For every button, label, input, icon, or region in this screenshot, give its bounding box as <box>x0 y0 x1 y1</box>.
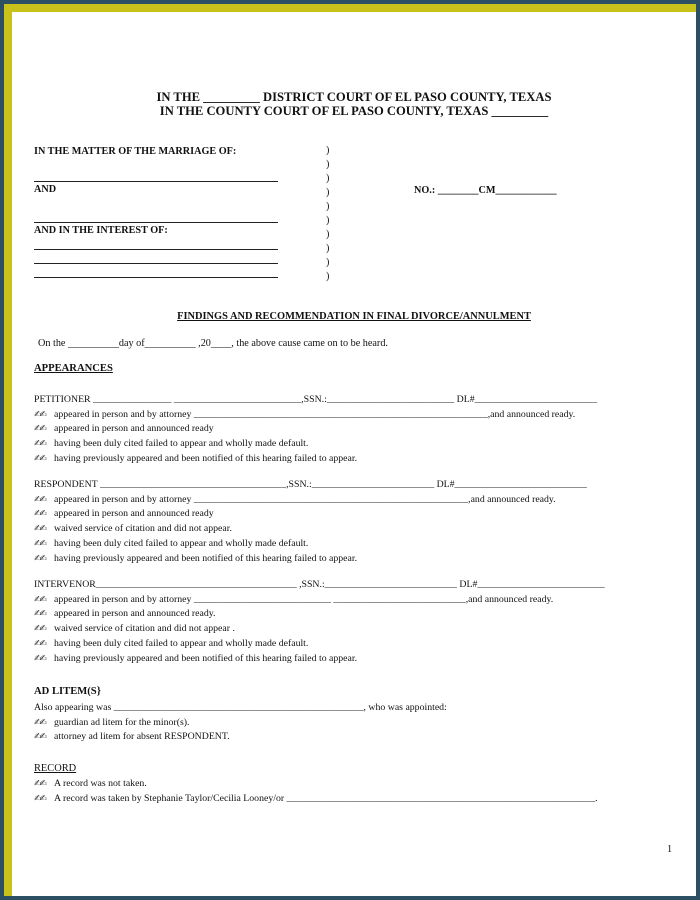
option-label: waived service of citation and did not appear. <box>54 523 232 534</box>
option-row[interactable] <box>34 653 357 665</box>
option-row[interactable] <box>34 608 216 620</box>
document-title: FINDINGS AND RECOMMENDATION IN FINAL DIVORCE/ANNULMENT <box>177 311 531 322</box>
option-row[interactable] <box>34 538 308 550</box>
child-3-line[interactable] <box>34 277 278 278</box>
page-border <box>4 4 696 896</box>
option-row[interactable] <box>34 453 357 465</box>
caption-paren: ) <box>326 271 330 282</box>
matter-label: IN THE MATTER OF THE MARRIAGE OF: <box>34 146 237 157</box>
record-heading: RECORD <box>34 763 77 774</box>
petitioner-line: PETITIONER ________________ __________________________,SSN.:__________________________ DL#_________________________ <box>34 394 598 405</box>
option-label: appeared in person and by attorney ____________________________ ___________________________,and announced ready. <box>54 594 554 605</box>
option-label: having been duly cited failed to appear and wholly made default. <box>54 438 309 449</box>
option-row[interactable] <box>34 594 553 606</box>
respondent-line: RESPONDENT ______________________________________,SSN.:_________________________ DL#___________________________ <box>34 479 587 490</box>
option-label: having been duly cited failed to appear and wholly made default. <box>54 638 309 649</box>
option-row[interactable] <box>34 793 598 805</box>
checkbox-pencil-icon[interactable]: ✍✍ <box>34 509 46 519</box>
party-1-line[interactable] <box>34 181 278 182</box>
interest-label: AND IN THE INTEREST OF: <box>34 225 168 236</box>
option-row[interactable] <box>34 638 308 650</box>
document-page <box>12 12 696 896</box>
option-row[interactable] <box>34 553 357 565</box>
option-row[interactable] <box>34 731 230 743</box>
option-label: appeared in person and announced ready <box>54 423 214 434</box>
option-row[interactable] <box>34 409 575 421</box>
checkbox-pencil-icon[interactable]: ✍✍ <box>34 439 46 449</box>
child-2-line[interactable] <box>34 263 278 264</box>
option-label: appeared in person and by attorney ________________________________________________________,and announced ready. <box>54 494 556 505</box>
checkbox-pencil-icon[interactable]: ✍✍ <box>34 454 46 464</box>
court-header-line-1: IN THE _________ DISTRICT COURT OF EL PASO COUNTY, TEXAS <box>156 90 552 104</box>
checkbox-pencil-icon[interactable]: ✍✍ <box>34 554 46 564</box>
checkbox-pencil-icon[interactable]: ✍✍ <box>34 624 46 634</box>
appearances-heading: APPEARANCES <box>34 363 113 374</box>
party-2-line[interactable] <box>34 222 278 223</box>
caption-paren: ) <box>326 229 330 240</box>
cause-number: NO.: ________CM____________ <box>414 185 557 196</box>
caption-paren: ) <box>326 243 330 254</box>
checkbox-pencil-icon[interactable]: ✍✍ <box>34 639 46 649</box>
ad-litem-line: Also appearing was ___________________________________________________, who was appointed: <box>34 702 447 713</box>
option-label: having previously appeared and been notified of this hearing failed to appear. <box>54 553 358 564</box>
caption-paren: ) <box>326 173 330 184</box>
ad-litem-heading: AD LITEM(S} <box>34 686 101 697</box>
caption-paren: ) <box>326 145 330 156</box>
option-label: A record was not taken. <box>54 778 147 789</box>
court-header-line-2: IN THE COUNTY COURT OF EL PASO COUNTY, TEXAS _________ <box>159 104 549 118</box>
caption-paren: ) <box>326 187 330 198</box>
checkbox-pencil-icon[interactable]: ✍✍ <box>34 779 46 789</box>
caption-paren: ) <box>326 159 330 170</box>
option-label: having been duly cited failed to appear and wholly made default. <box>54 538 309 549</box>
and-label: AND <box>34 184 57 195</box>
checkbox-pencil-icon[interactable]: ✍✍ <box>34 654 46 664</box>
checkbox-pencil-icon[interactable]: ✍✍ <box>34 524 46 534</box>
checkbox-pencil-icon[interactable]: ✍✍ <box>34 495 46 505</box>
option-label: having previously appeared and been notified of this hearing failed to appear. <box>54 453 358 464</box>
checkbox-pencil-icon[interactable]: ✍✍ <box>34 595 46 605</box>
checkbox-pencil-icon[interactable]: ✍✍ <box>34 718 46 728</box>
caption-paren: ) <box>326 257 330 268</box>
option-label: guardian ad litem for the minor(s). <box>54 717 190 728</box>
option-label: appeared in person and by attorney ____________________________________________________________,and announced ready. <box>54 409 576 420</box>
option-row[interactable] <box>34 423 214 435</box>
checkbox-pencil-icon[interactable]: ✍✍ <box>34 609 46 619</box>
option-row[interactable] <box>34 523 232 535</box>
option-label: appeared in person and announced ready. <box>54 608 216 619</box>
page-number: 1 <box>667 844 673 855</box>
checkbox-pencil-icon[interactable]: ✍✍ <box>34 794 46 804</box>
option-label: A record was taken by Stephanie Taylor/Cecilia Looney/or _______________________________________________________________. <box>54 793 598 804</box>
checkbox-pencil-icon[interactable]: ✍✍ <box>34 732 46 742</box>
option-label: appeared in person and announced ready <box>54 508 214 519</box>
intervenor-line: INTERVENOR_________________________________________ ,SSN.:___________________________ DL#__________________________ <box>34 579 605 590</box>
checkbox-pencil-icon[interactable]: ✍✍ <box>34 424 46 434</box>
option-row[interactable] <box>34 438 308 450</box>
option-label: waived service of citation and did not appear . <box>54 623 235 634</box>
option-row[interactable] <box>34 508 214 520</box>
option-row[interactable] <box>34 494 556 506</box>
checkbox-pencil-icon[interactable]: ✍✍ <box>34 410 46 420</box>
option-label: attorney ad litem for absent RESPONDENT. <box>54 731 230 742</box>
option-row[interactable] <box>34 778 147 790</box>
option-row[interactable] <box>34 623 235 635</box>
child-1-line[interactable] <box>34 249 278 250</box>
option-row[interactable] <box>34 717 189 729</box>
checkbox-pencil-icon[interactable]: ✍✍ <box>34 539 46 549</box>
caption-paren: ) <box>326 201 330 212</box>
caption-paren: ) <box>326 215 330 226</box>
option-label: having previously appeared and been notified of this hearing failed to appear. <box>54 653 358 664</box>
intro-sentence: On the __________day of__________ ,20____, the above cause came on to be heard. <box>38 338 388 349</box>
